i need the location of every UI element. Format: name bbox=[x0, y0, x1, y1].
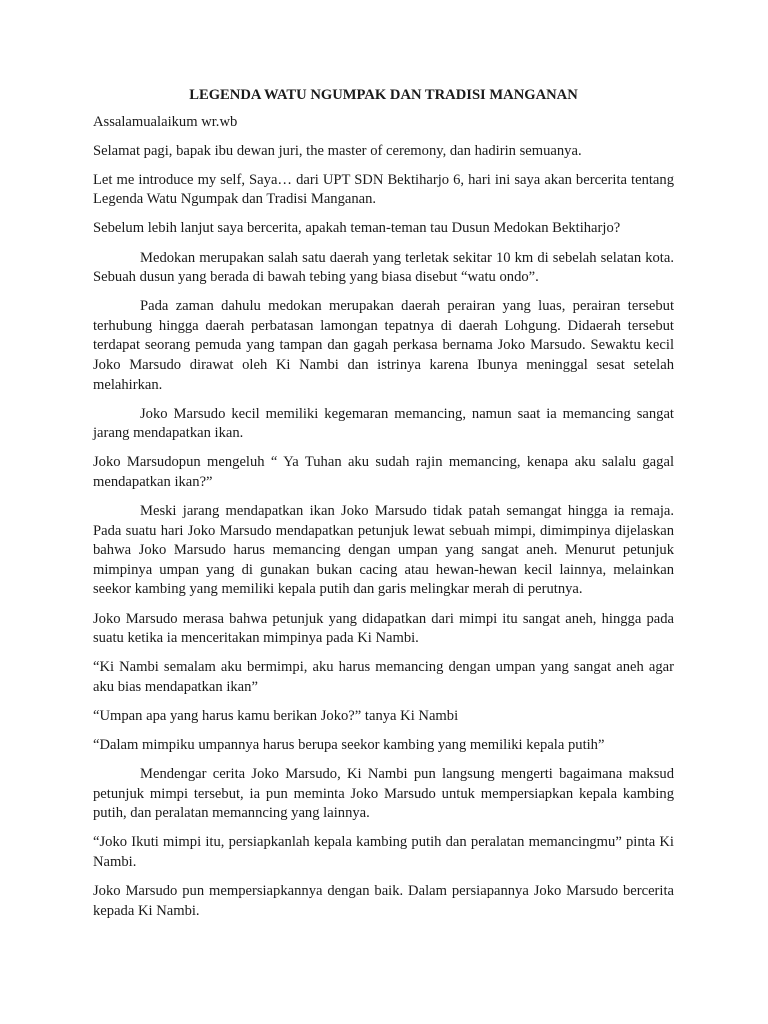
body-paragraph: “Dalam mimpiku umpannya harus berupa seekor kambing yang memiliki kepala putih” bbox=[93, 737, 605, 754]
body-paragraph: Sebelum lebih lanjut saya bercerita, apakah teman-teman tau Dusun Medokan Bektiharjo? bbox=[93, 220, 621, 237]
body-paragraph: Mendengar cerita Joko Marsudo, Ki Nambi pun langsung mengerti bagaimana maksud petunjuk mimpi tersebut, ia pun meminta Joko Marsudo untuk mempersiapkan kepala kambing putih, dan peralatan memanncing yang lainnya. bbox=[93, 766, 674, 822]
body-paragraph: “Joko Ikuti mimpi itu, persiapkanlah kepala kambing putih dan peralatan memancingmu” pinta Ki Nambi. bbox=[93, 834, 674, 870]
body-paragraph: Joko Marsudo pun mempersiapkannya dengan baik. Dalam persiapannya Joko Marsudo bercerita kepada Ki Nambi. bbox=[93, 883, 674, 919]
body-paragraph: “Umpan apa yang harus kamu berikan Joko?” tanya Ki Nambi bbox=[93, 707, 459, 724]
document-page bbox=[93, 86, 674, 931]
document-title: LEGENDA WATU NGUMPAK DAN TRADISI MANGANAN bbox=[189, 87, 578, 103]
body-paragraph: Meski jarang mendapatkan ikan Joko Marsudo tidak patah semangat hingga ia remaja. Pada suatu hari Joko Marsudo mendapatkan petunjuk lewat sebuah mimpi, dimimpinya dijelaskan bahwa Joko Marsudo harus memancing dengan umpan yang sangat aneh. Menurut petunjuk mimpinya umpan yang di gunakan bukan cacing atau hewan-hewan kecil lainnya, melainkan seekor kambing yang memiliki kepala putih dan garis melingkar merah di perutnya. bbox=[93, 503, 674, 598]
body-paragraph: Joko Marsudo kecil memiliki kegemaran memancing, namun saat ia memancing sangat jarang mendapatkan ikan. bbox=[93, 405, 674, 442]
body-paragraph: Joko Marsudopun mengeluh “ Ya Tuhan aku sudah rajin memancing, kenapa aku salalu gagal mendapatkan ikan?” bbox=[93, 454, 674, 490]
document-body bbox=[93, 113, 674, 922]
body-paragraph: “Ki Nambi semalam aku bermimpi, aku harus memancing dengan umpan yang sangat aneh agar aku bias mendapatkan ikan” bbox=[93, 659, 674, 695]
body-paragraph: Selamat pagi, bapak ibu dewan juri, the master of ceremony, dan hadirin semuanya. bbox=[93, 142, 582, 159]
body-paragraph: Pada zaman dahulu medokan merupakan daerah perairan yang luas, perairan tersebut terhubung hingga daerah perbatasan lamongan tepatnya di daerah Lohgung. Didaerah tersebut terdapat seorang pemuda yang tampan dan gagah perkasa bernama Joko Marsudo. Sewaktu kecil Joko Marsudo dirawat oleh Ki Nambi dan istrinya karena Ibunya meninggal sesat setelah melahirkan. bbox=[93, 298, 674, 393]
body-paragraph: Joko Marsudo merasa bahwa petunjuk yang didapatkan dari mimpi itu sangat aneh, hingga pada suatu ketika ia menceritakan mimpinya pada Ki Nambi. bbox=[93, 610, 674, 647]
body-paragraph: Let me introduce my self, Saya… dari UPT SDN Bektiharjo 6, hari ini saya akan bercerita tentang Legenda Watu Ngumpak dan Tradisi Manganan. bbox=[93, 171, 674, 208]
body-paragraph: Medokan merupakan salah satu daerah yang terletak sekitar 10 km di sebelah selatan kota. Sebuah dusun yang berada di bawah tebing yang biasa disebut “watu ondo”. bbox=[93, 249, 674, 286]
body-paragraph: Assalamualaikum wr.wb bbox=[93, 113, 238, 130]
